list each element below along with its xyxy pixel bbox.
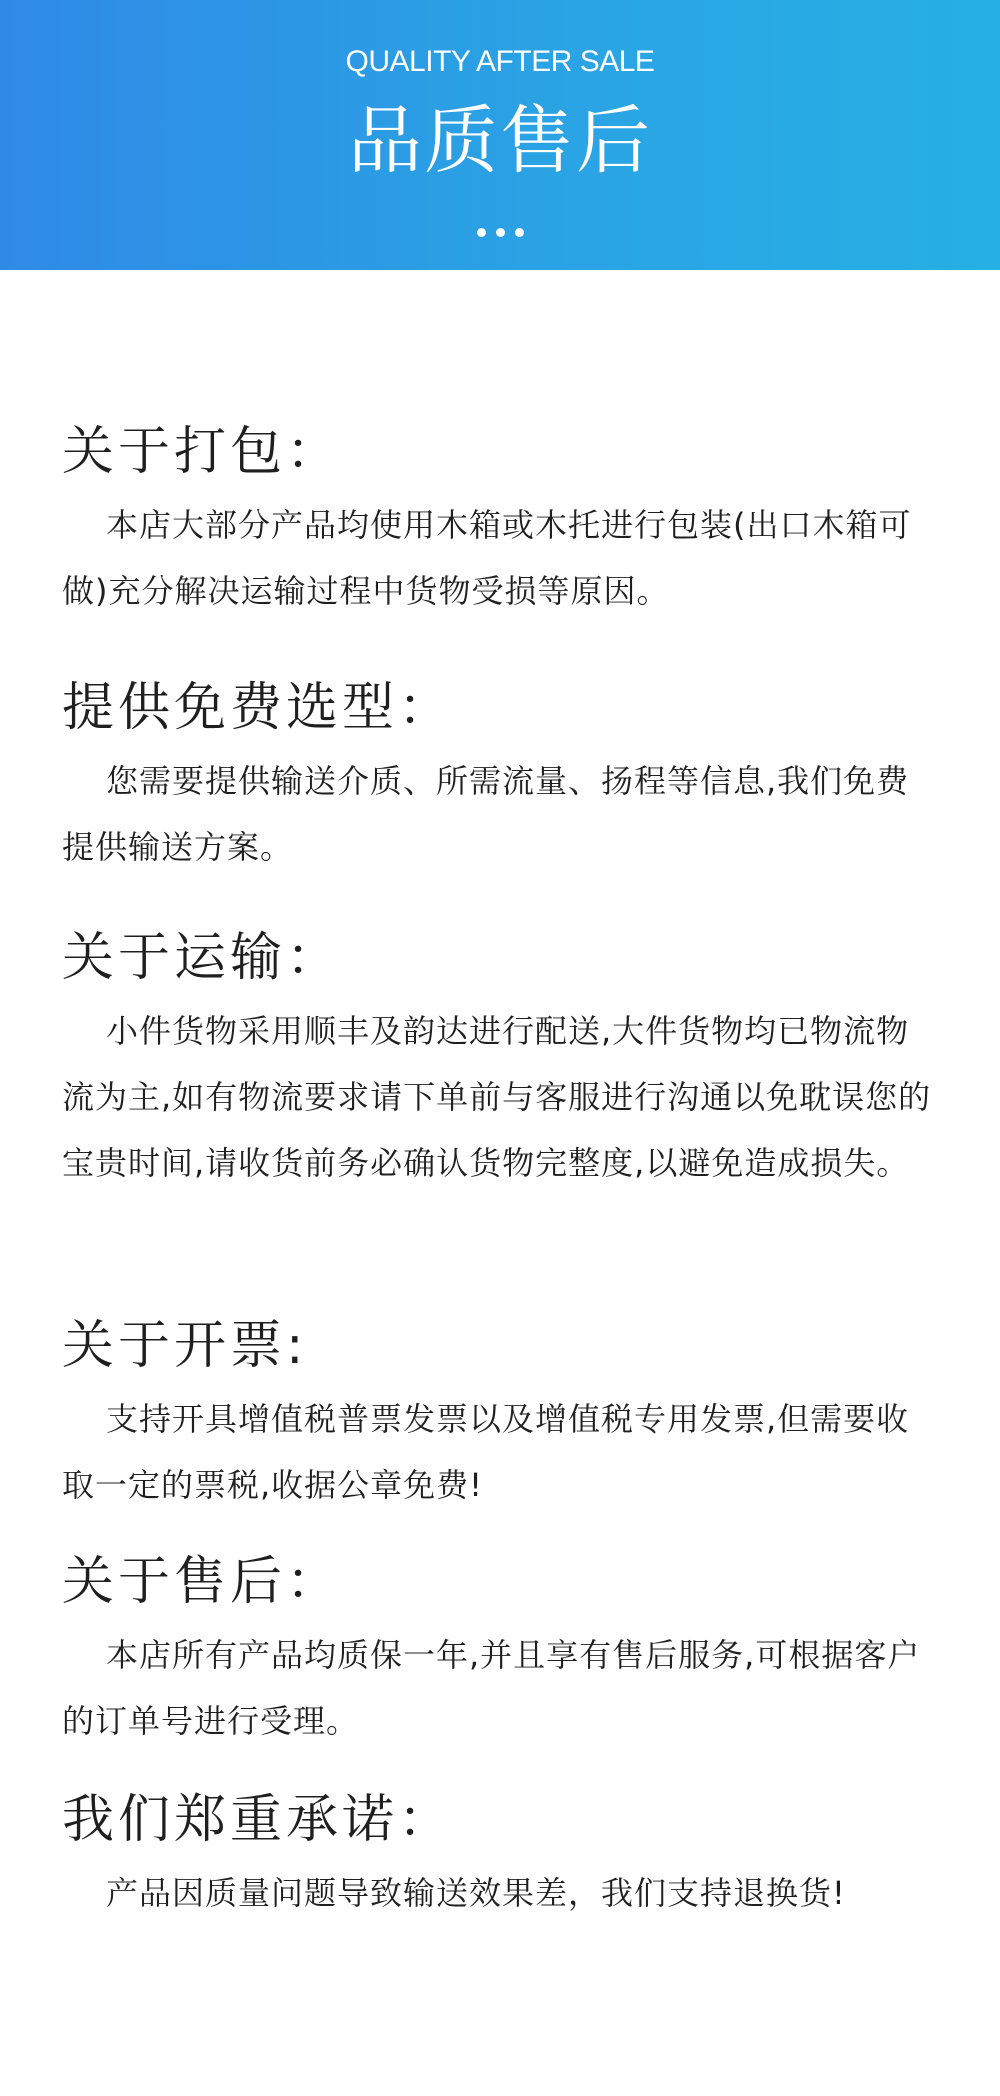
- section-body: 本店大部分产品均使用木箱或木托进行包装(出口木箱可做)充分解决运输过程中货物受损等原因。: [62, 506, 912, 610]
- section-packaging: [62, 420, 942, 624]
- section-free-selection: [62, 676, 942, 880]
- section-invoice: [62, 1314, 942, 1518]
- dot-icon: [477, 228, 486, 237]
- section-heading: 提供免费选型：: [62, 678, 455, 738]
- dot-icon: [515, 228, 524, 237]
- section-body: 小件货物采用顺丰及韵达进行配送,大件货物均已物流物流为主,如有物流要求请下单前与客服进行沟通以免耽误您的宝贵时间,请收货前务必确认货物完整度,以避免造成损失。: [62, 1012, 932, 1182]
- section-body: 支持开具增值税普票发票以及增值税专用发票,但需要收取一定的票税,收据公章免费!: [62, 1400, 910, 1504]
- header-banner: [0, 0, 1000, 270]
- banner-title: 品质售后: [348, 98, 652, 184]
- section-body: 您需要提供输送介质、所需流量、扬程等信息,我们免费提供输送方案。: [62, 762, 910, 866]
- section-body: 产品因质量问题导致输送效果差，我们支持退换货!: [106, 1874, 846, 1912]
- section-heading: 关于开票:: [62, 1316, 308, 1376]
- section-body: 本店所有产品均质保一年,并且享有售后服务,可根据客户的订单号进行受理。: [62, 1636, 921, 1740]
- section-heading: 关于打包：: [62, 422, 343, 482]
- section-heading: 我们郑重承诺：: [62, 1790, 455, 1850]
- dot-icon: [496, 228, 505, 237]
- section-shipping: [62, 926, 942, 1196]
- section-promise: [62, 1788, 942, 1926]
- section-after-sale: [62, 1550, 942, 1754]
- section-heading: 关于运输：: [62, 928, 343, 988]
- section-heading: 关于售后：: [62, 1552, 343, 1612]
- banner-subtitle: QUALITY AFTER SALE: [345, 45, 655, 78]
- banner-dots-decoration: [0, 228, 1000, 238]
